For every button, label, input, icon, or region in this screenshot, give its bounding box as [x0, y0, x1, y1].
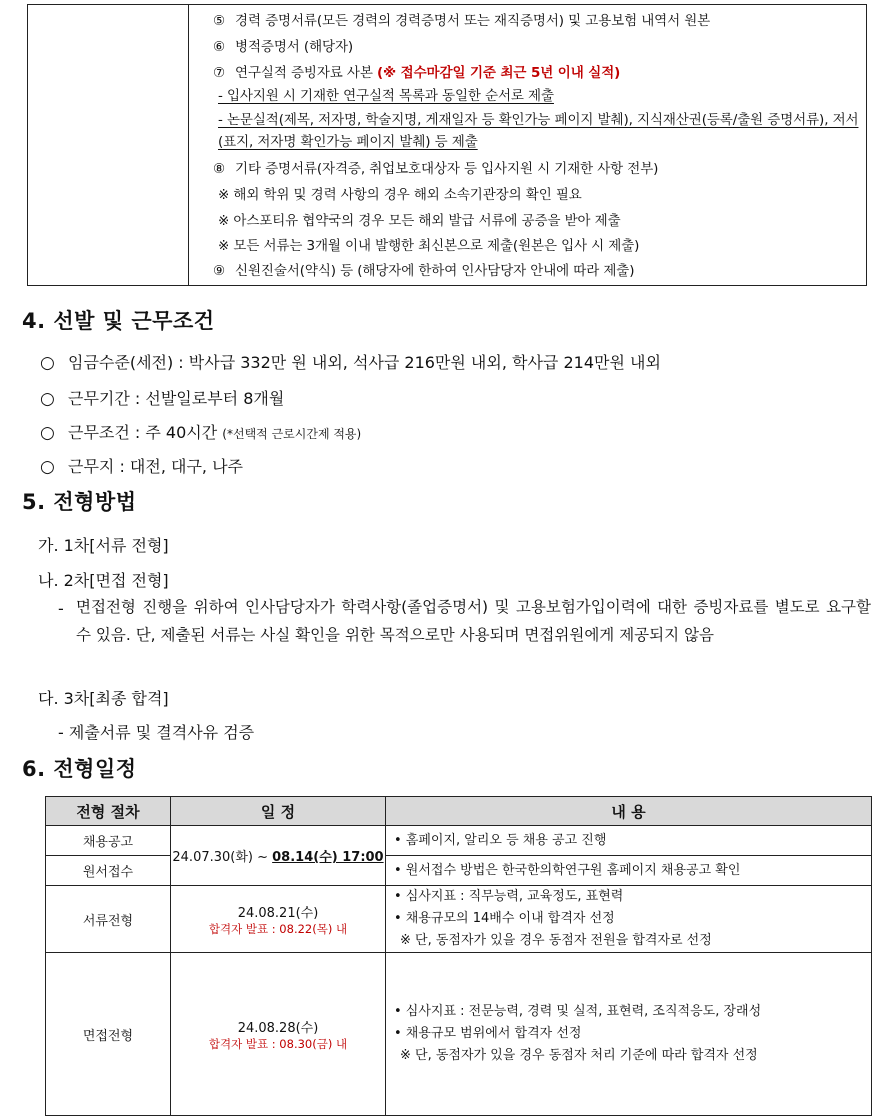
doc-note-apostille: ※ 아스포티유 협약국의 경우 모든 해외 발급 서류에 공증을 받아 제출: [218, 213, 621, 229]
recent-5-years-notice: (※ 접수마감일 기준 최근 5년 이내 실적): [376, 65, 621, 81]
stage-3: 다. 3차[최종 합격]: [38, 689, 169, 708]
doc-item-text: 경력 증명서류(모든 경력의 경력증명서 또는 재직증명서) 및 고용보험 내역서 원본: [235, 13, 711, 29]
stage-3-description: - 제출서류 및 결격사유 검증: [58, 723, 255, 742]
circle-bullet-icon: ○: [40, 353, 55, 373]
date-cell: [171, 886, 386, 953]
content-line: • 채용규모 범위에서 합격자 선정: [394, 1026, 582, 1041]
table-divider: [188, 5, 189, 285]
doc-note-recent: ※ 모든 서류는 3개월 이내 발행한 최신본으로 제출(원본은 입사 시 제출): [218, 238, 640, 254]
content-line: ※ 단, 동점자가 있을 경우 동점자 전원을 합격자로 선정: [400, 933, 712, 948]
doc-item-text: 연구실적 증빙자료 사본: [235, 65, 377, 81]
date-text: 24.08.28(수): [237, 1020, 319, 1036]
stage-2-dash: -: [58, 599, 64, 618]
condition-period: [40, 386, 284, 409]
date-cell: [171, 953, 386, 1116]
date-start: 24.07.30(화) ~: [172, 850, 273, 865]
item-number: ⑦: [213, 65, 226, 81]
table-row: [46, 953, 872, 1116]
header-step: 전형 절차: [46, 797, 171, 826]
announcement-notice: 합격자 발표 : 08.30(금) 내: [208, 1036, 348, 1051]
condition-salary: [40, 350, 661, 373]
condition-text: 근무조건 : 주 40시간: [68, 423, 223, 442]
date-text: 24.08.21(수): [237, 905, 319, 921]
doc-item-5: [213, 11, 710, 31]
doc-subitem-order: - 입사지원 시 기재한 연구실적 목록과 동일한 순서로 제출: [218, 88, 554, 104]
condition-text: 근무지 : 대전, 대구, 나주: [68, 457, 244, 476]
stage-1: 가. 1차[서류 전형]: [38, 536, 169, 555]
section-5-title: 5. 전형방법: [22, 490, 137, 514]
content-cell: • 홈페이지, 알리오 등 채용 공고 진행: [386, 826, 872, 856]
content-cell: [386, 886, 872, 953]
table-header-row: [46, 797, 872, 826]
header-content: 내 용: [386, 797, 872, 826]
condition-location: [40, 454, 243, 477]
date-deadline: 08.14(수) 17:00: [272, 850, 384, 865]
step-cell: 서류전형: [46, 886, 171, 953]
doc-item-8: [213, 159, 658, 179]
content-line: • 심사지표 : 전문능력, 경력 및 실적, 표현력, 조직적응도, 장래성: [394, 1004, 762, 1019]
item-number: ⑧: [213, 161, 226, 177]
doc-item-6: [213, 37, 353, 57]
doc-note-overseas: ※ 해외 학위 및 경력 사항의 경우 해외 소속기관장의 확인 필요: [218, 187, 582, 203]
stage-2: 나. 2차[면접 전형]: [38, 571, 169, 590]
item-number: ⑨: [213, 263, 226, 279]
content-cell: [386, 953, 872, 1116]
content-line: • 심사지표 : 직무능력, 교육정도, 표현력: [394, 889, 624, 904]
item-number: ⑤: [213, 13, 226, 29]
step-cell: 면접전형: [46, 953, 171, 1116]
condition-note: (*선택적 근로시간제 적용): [222, 427, 362, 441]
table-row: [46, 856, 872, 886]
doc-item-text: 병적증명서 (해당자): [235, 39, 354, 55]
doc-item-7: [213, 63, 620, 83]
section-6-title: 6. 전형일정: [22, 757, 137, 781]
item-number: ⑥: [213, 39, 226, 55]
content-line: ※ 단, 동점자가 있을 경우 동점자 처리 기준에 따라 합격자 선정: [400, 1048, 758, 1063]
circle-bullet-icon: ○: [40, 389, 55, 409]
content-line: • 채용규모의 14배수 이내 합격자 선정: [394, 911, 615, 926]
date-cell: [171, 826, 386, 886]
table-row: [46, 886, 872, 953]
announcement-notice: 합격자 발표 : 08.22(목) 내: [208, 921, 348, 936]
content-cell: • 원서접수 방법은 한국한의학연구원 홈페이지 채용공고 확인: [386, 856, 872, 886]
stage-2-description: 면접전형 진행을 위하여 인사담당자가 학력사항(졸업증명서) 및 고용보험가입이력에 대한 증빙자료를 별도로 요구할 수 있음. 단, 제출된 서류는 사실 확인을 위한 목적으로만 사용되며 면접위원에게 제공되지 않음: [76, 598, 871, 644]
condition-hours: [40, 420, 361, 443]
table-row: [46, 826, 872, 856]
condition-text: 임금수준(세전) : 박사급 332만 원 내외, 석사급 216만원 내외, 학사급 214만원 내외: [68, 353, 661, 372]
doc-item-text: 기타 증명서류(자격증, 취업보호대상자 등 입사지원 시 기재한 사항 전부): [235, 161, 659, 177]
doc-item-9: [213, 261, 634, 281]
header-date: 일 정: [171, 797, 386, 826]
section-4-title: 4. 선발 및 근무조건: [22, 309, 215, 333]
doc-subitem-papers: - 논문실적(제목, 저자명, 학술지명, 게재일자 등 확인가능 페이지 발췌), 지식재산권(등록/출원 증명서류), 저서(표지, 저자명 확인가능 페이지 발췌) 등 제출: [218, 112, 859, 150]
doc-item-text: 신원진술서(약식) 등 (해당자에 한하여 인사담당자 안내에 따라 제출): [235, 263, 635, 279]
condition-text: 근무기간 : 선발일로부터 8개월: [68, 389, 285, 408]
circle-bullet-icon: ○: [40, 423, 55, 443]
step-cell: 원서접수: [46, 856, 171, 886]
required-documents-table: [27, 4, 867, 286]
circle-bullet-icon: ○: [40, 457, 55, 477]
step-cell: 채용공고: [46, 826, 171, 856]
schedule-table: [45, 796, 871, 1116]
